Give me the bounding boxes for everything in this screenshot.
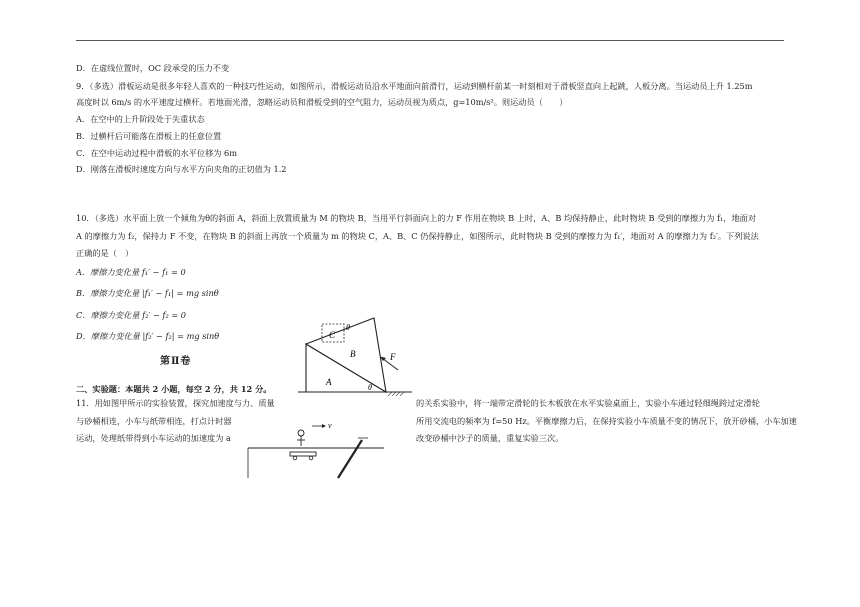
section-title: 第Ⅱ卷 (160, 356, 192, 367)
section-heading: 二、实验题：本题共 2 小题，每空 2 分，共 12 分。 (76, 384, 272, 394)
q9-option-d: D．刚落在滑板时速度方向与水平方向夹角的正切值为 1.2 (76, 164, 287, 174)
q10-stem-line3: 正确的是（ ） (76, 248, 134, 258)
q9-option-c: C．在空中运动过程中滑板的水平位移为 6m (76, 148, 238, 158)
skateboard (290, 452, 316, 456)
q11-left-line1: 11．用如图甲所示的实验装置，探究加速度与力、质量 (76, 398, 275, 408)
q11-right-line3: 改变砂桶中沙子的质量，重复实验三次。 (416, 433, 564, 443)
q10-stem-line1: 10．（多选）水平面上放一个倾角为θ的斜面 A，斜面上放置质量为 M 的物块 B，当用平行斜面向上的力 F 作用在物块 B 上时，A、B 均保持静止，此时物块 B 受到的摩擦力为 f₁，地面对 (76, 213, 757, 223)
q10-option-c: C．摩擦力变化量 f₂′ − f₂ = 0 (76, 310, 187, 320)
label-theta-bottom: θ (368, 383, 372, 392)
wheel-right (309, 456, 313, 460)
label-v: v (328, 421, 332, 430)
label-theta-top: θ (346, 323, 350, 332)
wheel-left (293, 456, 297, 460)
incline-figure (296, 312, 414, 396)
label-b: B (350, 349, 356, 359)
q9-option-a: A．在空中的上升阶段处于失重状态 (76, 114, 205, 124)
q10-option-a: A．摩擦力变化量 f₁′ − f₁ = 0 (76, 267, 186, 277)
header-rule (76, 40, 784, 41)
q8-option-d: D．在虚线位置时，OC 段承受的压力不变 (76, 63, 230, 73)
q9-stem-line1: 9．（多选）滑板运动是很多年轻人喜欢的一种技巧性运动，如图所示，滑板运动员沿水平地面向前滑行，运动到横杆前某一时刻相对于滑板竖直向上起跳，人板分离。当运动员上升 1.25m (76, 81, 753, 91)
skateboard-figure (246, 416, 386, 480)
label-c: C (329, 330, 336, 340)
ground-hatch (388, 392, 404, 396)
velocity-arrowhead (322, 424, 326, 428)
q10-option-d: D．摩擦力变化量 |f₂′ − f₂| = mg sinθ (76, 331, 220, 341)
bar-pole (338, 440, 362, 478)
label-f: F (390, 352, 396, 362)
q9-option-b: B．过横杆后可能落在滑板上的任意位置 (76, 131, 222, 141)
label-a: A (326, 377, 332, 387)
q9-stem-line2: 高度时以 6m/s 的水平速度过横杆。若地面光滑，忽略运动员和滑板受到的空气阻力，运动员视为质点，g=10m/s²。则运动员（ ） (76, 97, 568, 107)
q11-right-line2: 所用交流电的频率为 f=50 Hz。平衡摩擦力后，在保持实验小车质量不变的情况下，放开砂桶，小车加速 (416, 416, 797, 426)
person-head (298, 430, 304, 436)
q10-option-b: B．摩擦力变化量 |f₁′ − f₁| = mg sinθ (76, 288, 219, 298)
q11-right-line1: 的关系实验中，将一端带定滑轮的长木板放在水平实验桌面上，实验小车通过轻细绳跨过定滑轮 (416, 398, 760, 408)
q10-stem-line2: A 的摩擦力为 f₂，保持力 F 不变，在物块 B 的斜面上再放一个质量为 m 的物块 C，A、B、C 仍保持静止，如图所示，此时物块 B 受到的摩擦力为 f₁′，地面对 A 的摩擦力为 f₂′。下列说法 (76, 231, 759, 241)
q11-left-line2: 与砂桶相连，小车与纸带相连，打点计时器 (76, 416, 232, 426)
q11-left-line3: 运动，处理纸带得到小车运动的加速度为 a (76, 433, 231, 443)
